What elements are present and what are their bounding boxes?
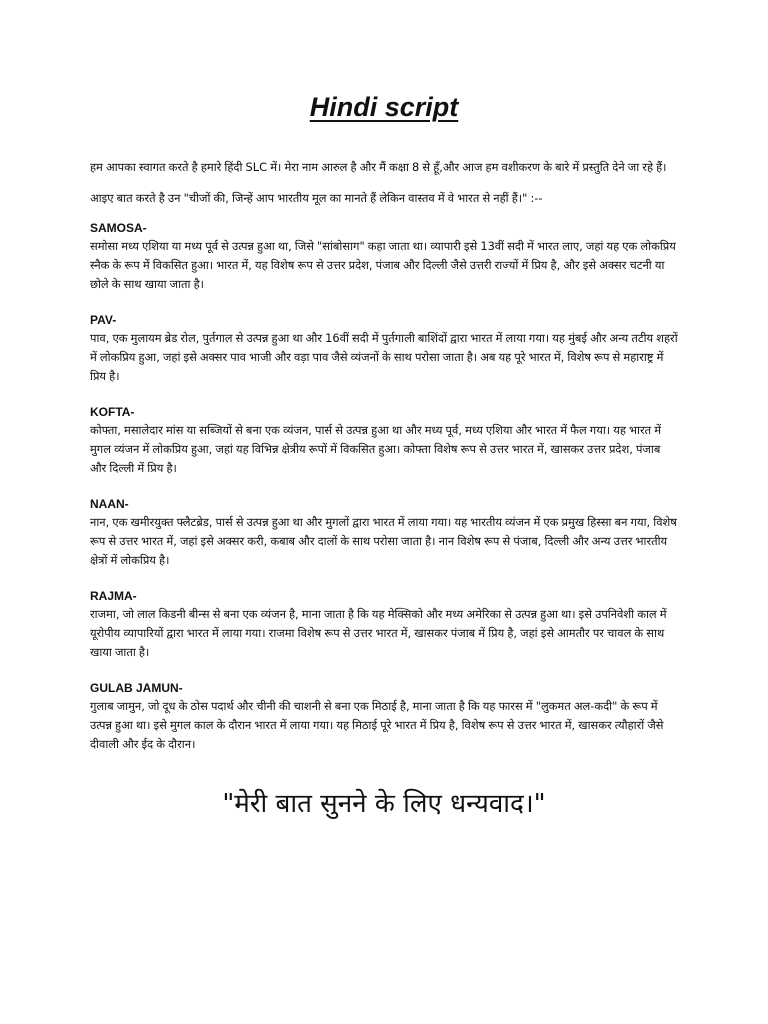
section-body: नान, एक खमीरयुक्त फ्लैटब्रेड, पार्स से उत्पन्न हुआ था और मुगलों द्वारा भारत में लाया गया। यह भारतीय व्यंजन में एक प्रमुख हिस्सा बन गया, विशेष रूप से उत्तर भारत में, जहां इसे अक्सर करी, कबाब और दालों के साथ परोसा जाता है। नान विशेष रूप से पंजाब, दिल्ली और अन्य उत्तर भारतीय क्षेत्रों में लोकप्रिय है। <box>90 515 677 567</box>
section-naan <box>90 496 678 570</box>
section-body: गुलाब जामुन, जो दूध के ठोस पदार्थ और चीनी की चाशनी से बना एक मिठाई है, माना जाता है कि यह फारस में "लुकमत अल-कदी" के रूप में उत्पन्न हुआ था। इसे मुगल काल के दौरान भारत में लाया गया। यह मिठाई पूरे भारत में प्रिय है, विशेष रूप से उत्तर भारत में, खासकर त्यौहारों जैसे दीवाली और ईद के दौरान। <box>90 699 664 751</box>
section-heading: NAAN- <box>90 497 129 511</box>
section-kofta <box>90 404 678 478</box>
document-title: Hindi script <box>309 92 459 122</box>
intro-question: आइए बात करते है उन "चीजों की, जिन्हें आप भारतीय मूल का मानते हैं लेकिन वास्तव में वे भारत से नहीं हैं।" :-- <box>90 191 543 205</box>
section-heading: RAJMA- <box>90 589 137 603</box>
section-body: कोफ्ता, मसालेदार मांस या सब्जियों से बना एक व्यंजन, पार्स से उत्पन्न हुआ था और मध्य पूर्व, मध्य एशिया और भारत में फैल गया। यह भारत में मुगल व्यंजन में लोकप्रिय हुआ, जहां यह विभिन्न क्षेत्रीय रूपों में विकसित हुआ। कोफ्ता विशेष रूप से उत्तर भारत में, खासकर उत्तर प्रदेश, पंजाब और दिल्ली में प्रिय है। <box>90 423 662 475</box>
closing-quote: "मेरी बात सुनने के लिए धन्यवाद।" <box>222 789 546 819</box>
section-body: राजमा, जो लाल किडनी बीन्स से बना एक व्यंजन है, माना जाता है कि यह मेक्सिको और मध्य अमेरिका से उत्पन्न हुआ था। इसे उपनिवेशी काल में यूरोपीय व्यापारियों द्वारा भारत में लाया गया। राजमा विशेष रूप से उत्तर भारत में, खासकर पंजाब में प्रिय है, जहां इसे आमतौर पर चावल के साथ खाया जाता है। <box>90 607 667 659</box>
section-samosa <box>90 220 678 294</box>
section-pav <box>90 312 678 386</box>
section-gulab-jamun <box>90 680 678 754</box>
section-body: समोसा मध्य एशिया या मध्य पूर्व से उत्पन्न हुआ था, जिसे "सांबोसाग" कहा जाता था। व्यापारी इसे 13वीं सदी में भारत लाए, जहां यह एक लोकप्रिय स्नैक के रूप में विकसित हुआ। भारत में, यह विशेष रूप से उत्तर प्रदेश, पंजाब और दिल्ली जैसे उत्तरी राज्यों में प्रिय है, और इसे अक्सर चटनी या छोले के साथ खाया जाता है। <box>90 239 676 291</box>
section-heading: KOFTA- <box>90 405 135 419</box>
document-body <box>90 158 678 754</box>
section-rajma <box>90 588 678 662</box>
intro-paragraph: हम आपका स्वागत करते है हमारे हिंदी SLC में। मेरा नाम आरुल है और मैं कक्षा 8 से हूँ,और आज हम वशीकरण के बारे में प्रस्तुति देने जा रहे हैं। <box>90 160 667 174</box>
section-body: पाव, एक मुलायम ब्रेड रोल, पुर्तगाल से उत्पन्न हुआ था और 16वीं सदी में पुर्तगाली बाशिंदों द्वारा भारत में लाया गया। यह मुंबई और अन्य तटीय शहरों में लोकप्रिय हुआ, जहां इसे अक्सर पाव भाजी और वड़ा पाव जैसे व्यंजनों के साथ परोसा जाता है। अब यह पूरे भारत में, विशेष रूप से महाराष्ट्र में प्रिय है। <box>90 331 678 383</box>
section-heading: GULAB JAMUN- <box>90 681 183 695</box>
section-heading: PAV- <box>90 313 117 327</box>
section-heading: SAMOSA- <box>90 221 147 235</box>
